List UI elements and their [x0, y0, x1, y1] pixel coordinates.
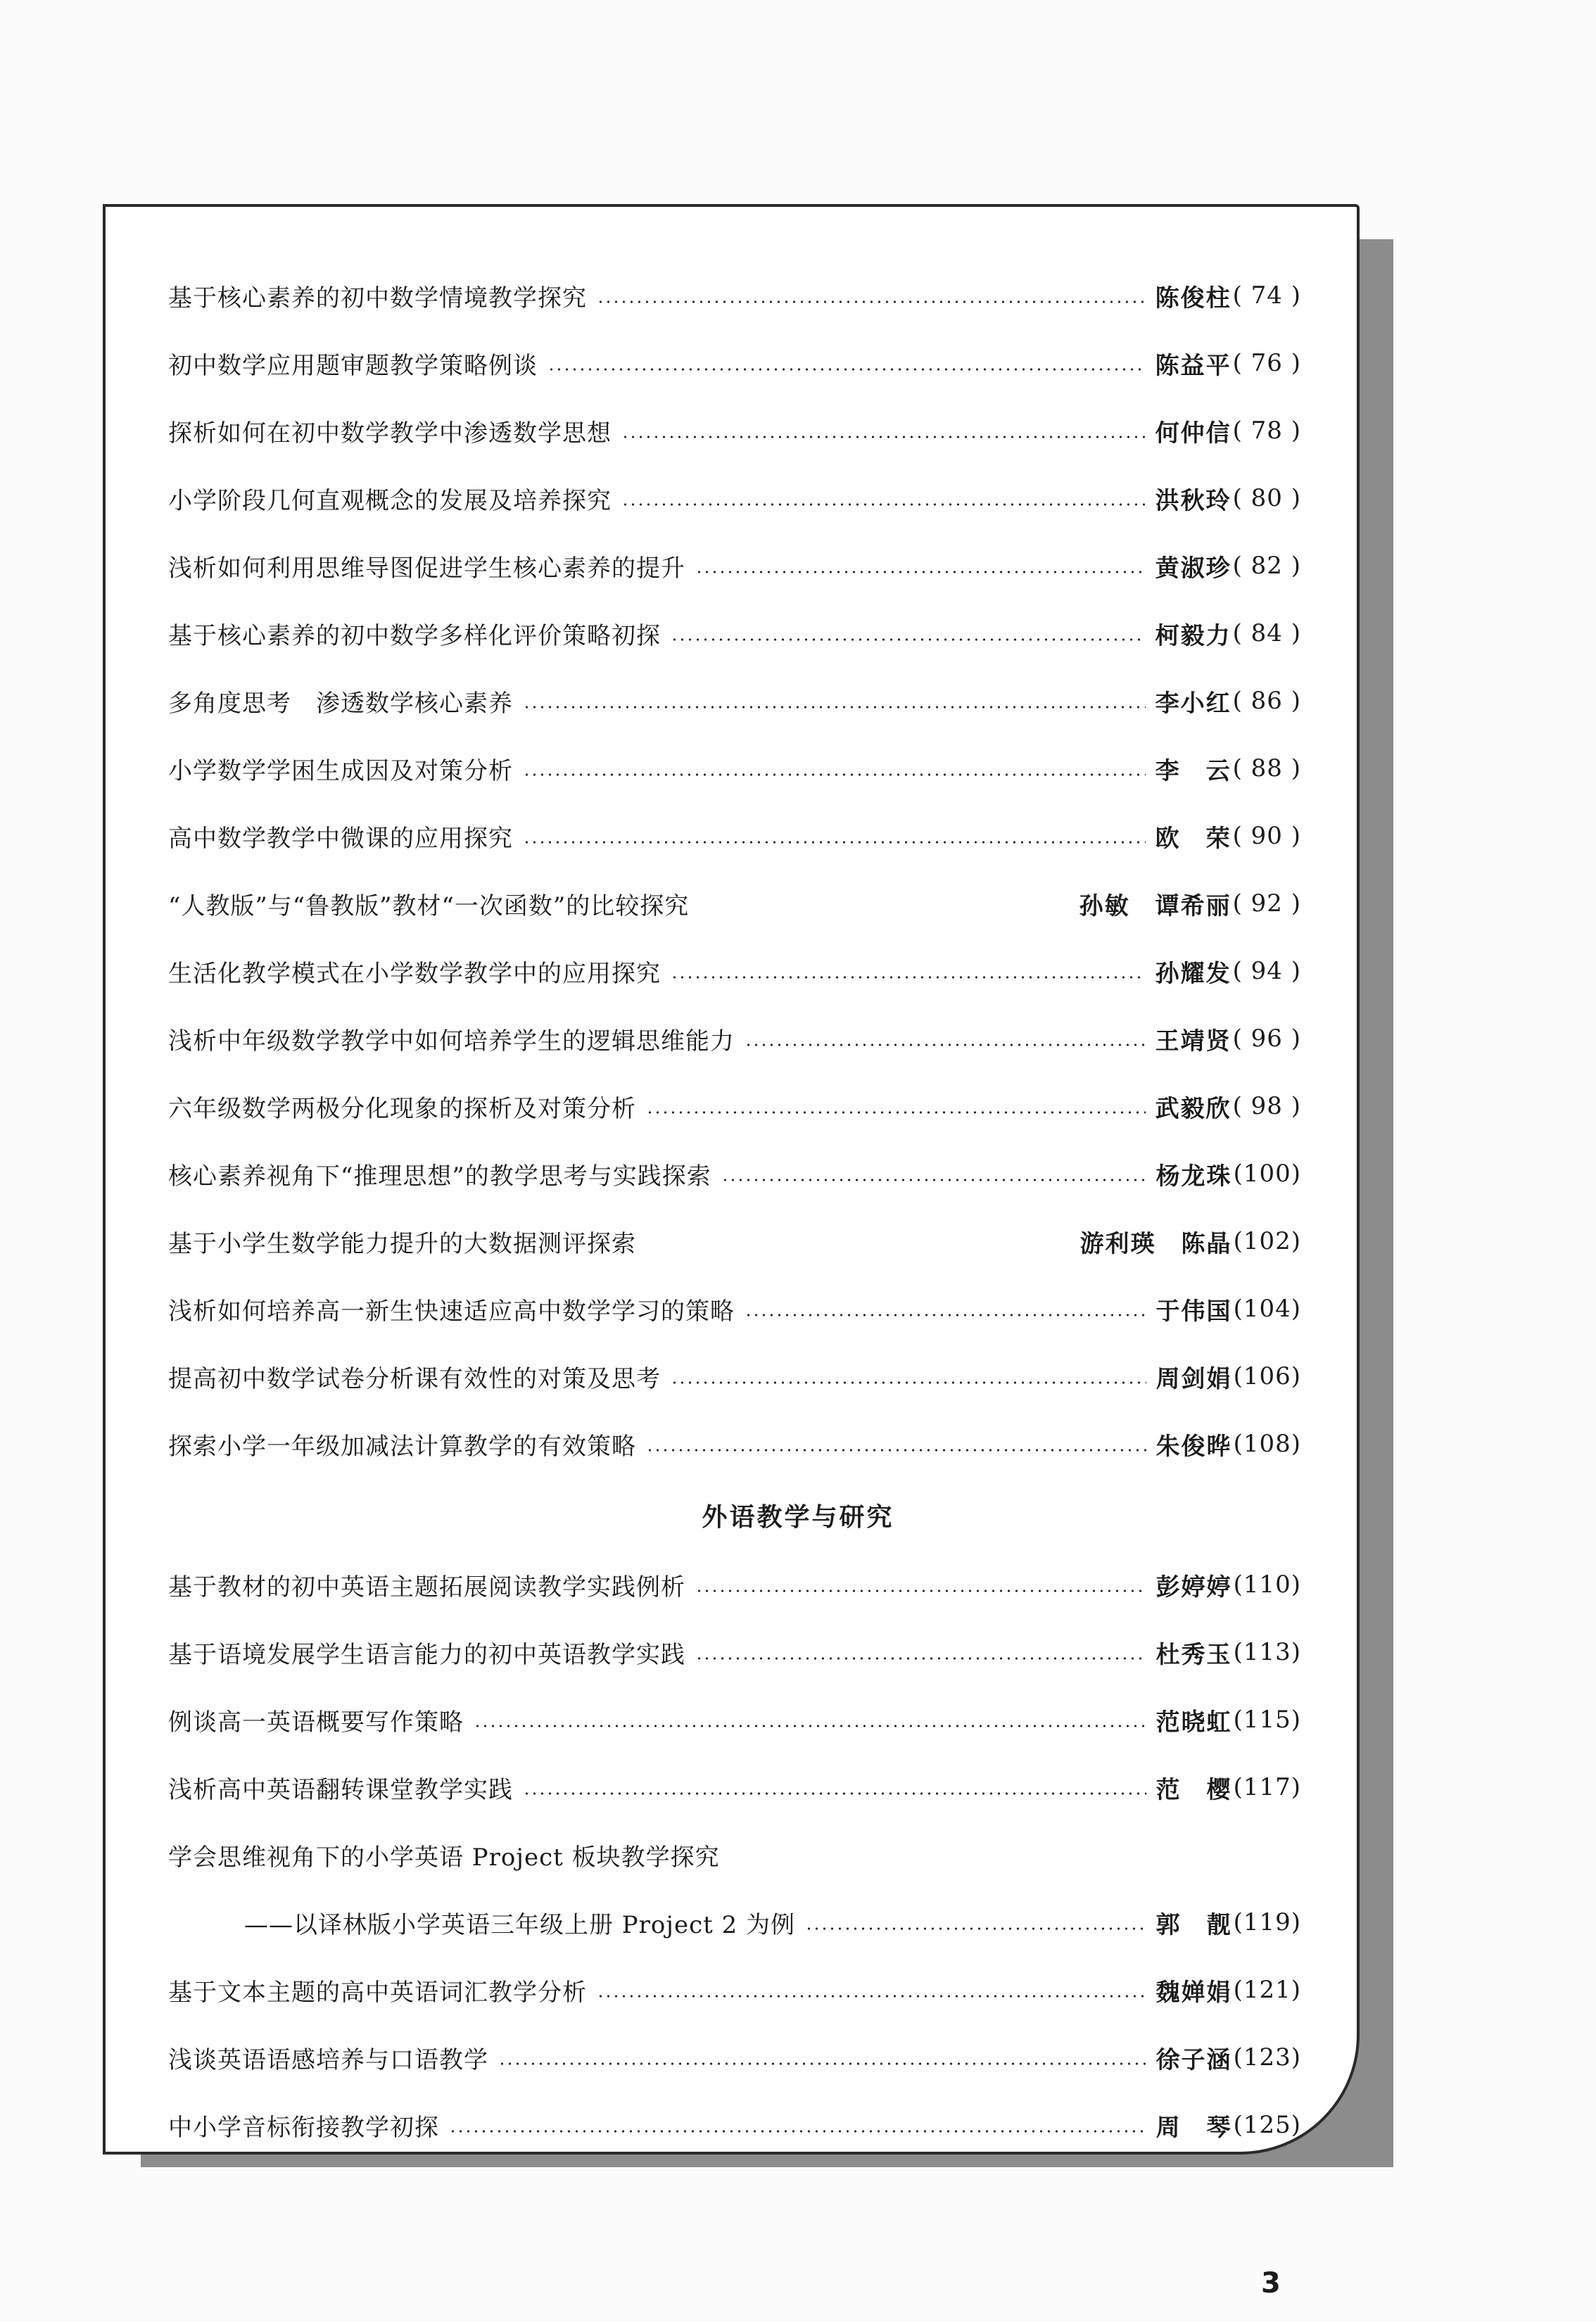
dot-leader: [671, 976, 1146, 979]
entry-title: “人教版”与“鲁教版”教材“一次函数”的比较探究: [168, 892, 690, 920]
dot-leader: [523, 1792, 1146, 1795]
entry-author: 游利瑛 陈晶: [1079, 1229, 1232, 1258]
entry-title: 提高初中数学试卷分析课有效性的对策及思考: [168, 1364, 661, 1393]
entry-page: (117): [1233, 1773, 1301, 1801]
dot-leader: [805, 1927, 1146, 1930]
dot-leader: [695, 1590, 1146, 1592]
dot-leader: [695, 571, 1146, 573]
dot-leader: [646, 1246, 1070, 1249]
dot-leader: [621, 436, 1146, 438]
toc-entry[interactable]: [168, 1220, 1301, 1262]
dot-leader: [474, 1725, 1146, 1727]
entry-author: 李小红: [1155, 689, 1231, 718]
entry-author: 柯毅力: [1155, 621, 1231, 650]
toc-entry[interactable]: [168, 2036, 1301, 2079]
toc-entry[interactable]: [168, 1288, 1301, 1330]
dot-leader: [671, 1381, 1146, 1384]
entry-page: ( 76 ): [1232, 349, 1301, 377]
entry-page: ( 86 ): [1232, 687, 1301, 715]
entry-title: 小学阶段几何直观概念的发展及培养探究: [168, 486, 612, 515]
toc-entry[interactable]: [168, 477, 1301, 519]
dot-leader: [646, 1111, 1146, 1114]
entry-title: 基于小学生数学能力提升的大数据测评探索: [168, 1229, 636, 1258]
entry-title: 浅析如何利用思维导图促进学生核心素养的提升: [168, 554, 685, 583]
dot-leader: [695, 1657, 1146, 1660]
entry-title: 浅析如何培养高一新生快速适应高中数学学习的策略: [168, 1297, 735, 1326]
toc-entry[interactable]: [168, 2104, 1301, 2146]
toc-entry[interactable]: [168, 1423, 1301, 1465]
entry-page: (123): [1233, 2043, 1301, 2072]
toc-entry[interactable]: [168, 1085, 1301, 1127]
page-number: 3: [1261, 2267, 1281, 2299]
dot-leader: [745, 1314, 1146, 1317]
entry-title: 基于教材的初中英语主题拓展阅读教学实践例析: [168, 1573, 685, 1601]
entry-page: ( 94 ): [1232, 957, 1301, 985]
entry-title: 六年级数学两极分化现象的探析及对策分析: [168, 1094, 636, 1123]
entry-title: 生活化教学模式在小学数学教学中的应用探究: [168, 959, 661, 988]
dot-leader: [646, 1449, 1146, 1452]
entry-page: ( 84 ): [1232, 619, 1301, 647]
entry-author: 孙敏 谭希丽: [1079, 892, 1231, 920]
entry-page: ( 88 ): [1232, 754, 1301, 782]
entry-author: 彭婷婷: [1155, 1573, 1232, 1601]
toc-entry[interactable]: [168, 612, 1301, 654]
dot-leader: [449, 2130, 1146, 2133]
entry-title: 浅谈英语语感培养与口语教学: [168, 2045, 488, 2074]
entry-page: (110): [1233, 1571, 1301, 1599]
entry-title: 基于核心素养的初中数学情境教学探究: [168, 284, 587, 312]
entry-page: ( 92 ): [1232, 889, 1301, 918]
entry-title: 基于核心素养的初中数学多样化评价策略初探: [168, 621, 661, 650]
entry-author: 于伟国: [1155, 1297, 1232, 1326]
entry-page: (106): [1233, 1362, 1301, 1390]
entry-author: 陈益平: [1155, 351, 1231, 380]
entry-author: 郭 靓: [1155, 1910, 1232, 1939]
toc-entry[interactable]: [168, 747, 1301, 789]
entry-author: 黄淑珍: [1155, 554, 1231, 583]
entry-page: ( 74 ): [1232, 281, 1301, 310]
entry-page: (102): [1233, 1227, 1301, 1255]
entry-author: 武毅欣: [1155, 1094, 1231, 1123]
toc-entry[interactable]: [168, 1969, 1301, 2011]
entry-author: 范 樱: [1155, 1775, 1232, 1804]
toc-entry[interactable]: [168, 545, 1301, 587]
toc-entry[interactable]: [168, 1355, 1301, 1397]
entry-page: (115): [1233, 1706, 1301, 1734]
dot-leader: [498, 2062, 1146, 2065]
entry-page: ( 96 ): [1232, 1024, 1301, 1053]
toc-entry[interactable]: [168, 1631, 1301, 1673]
entry-page: (104): [1233, 1295, 1301, 1323]
toc-entry[interactable]: [168, 1699, 1301, 1741]
entry-title: 例谈高一英语概要写作策略: [168, 1708, 464, 1737]
toc-entry[interactable]: [168, 410, 1301, 452]
toc-entry-subtitle[interactable]: [244, 1901, 1301, 1943]
toc-entry[interactable]: [168, 815, 1301, 857]
dot-leader: [597, 1995, 1146, 1998]
dot-leader: [523, 773, 1146, 776]
entry-author: 杨龙珠: [1155, 1162, 1232, 1191]
entry-title: 高中数学教学中微课的应用探究: [168, 824, 513, 853]
entry-page: ( 78 ): [1232, 417, 1301, 445]
entry-author: 欧 荣: [1155, 824, 1231, 853]
entry-title: 中小学音标衔接教学初探: [168, 2113, 439, 2142]
entry-author: 周剑娟: [1155, 1364, 1232, 1393]
toc-entry[interactable]: [168, 1766, 1301, 1808]
entry-title: 小学数学学困生成因及对策分析: [168, 756, 513, 785]
entry-page: (119): [1233, 1908, 1301, 1936]
entry-author: 周 琴: [1155, 2113, 1232, 2142]
entry-author: 李 云: [1155, 756, 1231, 785]
toc-entry[interactable]: [168, 950, 1301, 992]
entry-page: (121): [1233, 1976, 1301, 2004]
entry-author: 陈俊柱: [1155, 284, 1231, 312]
entry-author: 王靖贤: [1155, 1027, 1231, 1055]
entry-author: 朱俊晔: [1155, 1432, 1232, 1461]
dot-leader: [721, 1179, 1146, 1181]
entry-title: 探索小学一年级加减法计算教学的有效策略: [168, 1432, 636, 1461]
entry-page: ( 82 ): [1232, 552, 1301, 580]
entry-author: 孙耀发: [1155, 959, 1231, 988]
entry-title: 浅析高中英语翻转课堂教学实践: [168, 1775, 513, 1804]
entry-title: 探析如何在初中数学教学中渗透数学思想: [168, 419, 612, 448]
entry-title: 基于文本主题的高中英语词汇教学分析: [168, 1978, 587, 2007]
entry-page: (108): [1233, 1430, 1301, 1458]
toc-entry[interactable]: [168, 680, 1301, 722]
entry-page: ( 90 ): [1232, 822, 1301, 850]
entry-page: (125): [1233, 2111, 1301, 2139]
entry-subtitle: ——以译林版小学英语三年级上册 Project 2 为例: [244, 1910, 796, 1939]
dot-leader: [745, 1043, 1146, 1046]
entry-title: 初中数学应用题审题教学策略例谈: [168, 351, 538, 380]
toc-entry[interactable]: [168, 274, 1301, 317]
toc-entry[interactable]: [168, 342, 1301, 384]
entry-author: 杜秀玉: [1155, 1640, 1232, 1669]
dot-leader: [671, 638, 1146, 641]
section-heading: 外语教学与研究: [702, 1503, 894, 1532]
entry-title: 核心素养视角下“推理思想”的教学思考与实践探索: [168, 1162, 711, 1191]
toc-entry[interactable]: [168, 1153, 1301, 1195]
entry-page: ( 98 ): [1232, 1092, 1301, 1120]
entry-author: 范晓虹: [1155, 1708, 1232, 1737]
entry-title: 多角度思考 渗透数学核心素养: [168, 689, 513, 718]
toc-entry[interactable]: [168, 1834, 1301, 1876]
entry-page: (113): [1233, 1638, 1301, 1666]
entry-title: 学会思维视角下的小学英语 Project 板块教学探究: [168, 1843, 720, 1872]
toc-entry[interactable]: [168, 1017, 1301, 1060]
dot-leader: [597, 300, 1146, 303]
dot-leader: [523, 706, 1146, 709]
entry-author: 洪秋玲: [1155, 486, 1231, 515]
dot-leader: [523, 841, 1146, 844]
dot-leader: [547, 368, 1146, 371]
entry-title: 基于语境发展学生语言能力的初中英语教学实践: [168, 1640, 685, 1669]
dot-leader: [699, 908, 1069, 911]
toc-entry[interactable]: [168, 882, 1301, 925]
entry-author: 魏婵娟: [1155, 1978, 1232, 2007]
entry-page: (100): [1233, 1160, 1301, 1188]
entry-title: 浅析中年级数学教学中如何培养学生的逻辑思维能力: [168, 1027, 735, 1055]
entry-page: ( 80 ): [1232, 484, 1301, 512]
entry-author: 何仲信: [1155, 419, 1231, 448]
toc-entry[interactable]: [168, 1563, 1301, 1606]
dot-leader: [621, 503, 1146, 506]
entry-author: 徐子涵: [1155, 2045, 1232, 2074]
